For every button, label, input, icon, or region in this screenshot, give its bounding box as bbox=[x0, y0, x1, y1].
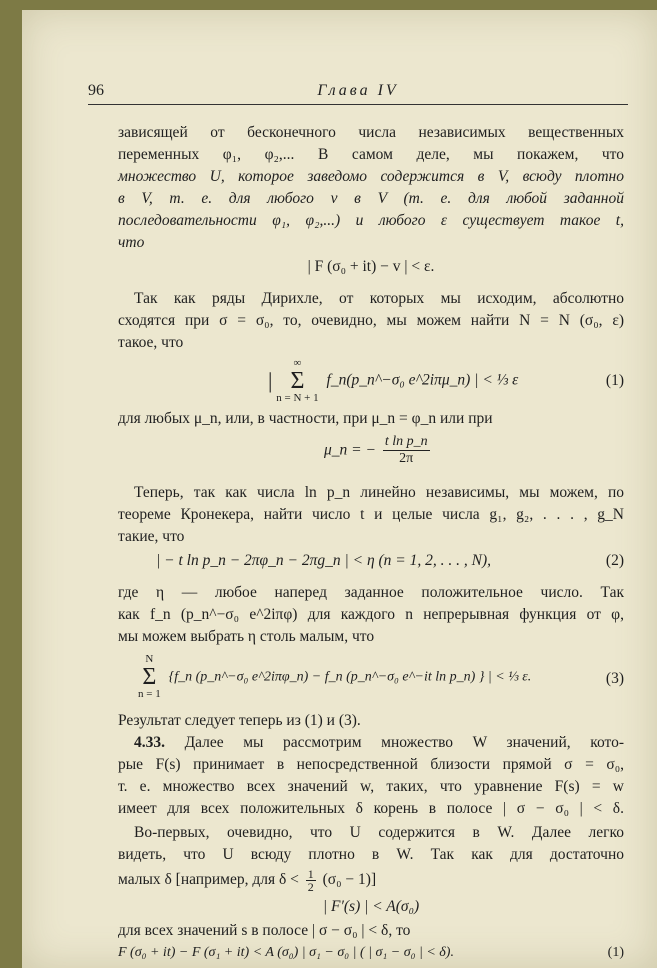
text-line bbox=[134, 732, 624, 754]
text-line: имеет для всех положительных δ корень в полосе | σ − σ₀ | < δ. bbox=[118, 800, 624, 817]
chapter-title: Глава IV bbox=[317, 82, 399, 99]
equation-number: (1) bbox=[605, 372, 624, 389]
text-line: что bbox=[118, 234, 145, 251]
text-line: переменных φ₁, φ₂,... В самом деле, мы покажем, что bbox=[118, 146, 624, 163]
section-text: Далее мы рассмотрим множество W значений, кото- bbox=[184, 734, 624, 751]
text-line: т. е. множество всех значений w, таких, что уравнение F(s) = w bbox=[118, 778, 624, 795]
text-line: для любых μ_n, или, в частности, при μ_n = φ_n или при bbox=[118, 410, 493, 427]
fraction-numerator: t ln p_n bbox=[384, 434, 428, 449]
fraction-denominator: 2π bbox=[399, 451, 414, 466]
fraction bbox=[383, 434, 430, 467]
sum-upper: N bbox=[145, 653, 154, 665]
text-line: такое, что bbox=[118, 334, 184, 351]
text-line: Теперь, так как числа ln p_n линейно независимы, мы можем, по bbox=[134, 484, 624, 501]
formula-3 bbox=[118, 654, 624, 704]
formula-body: | − t ln p_n − 2πφ_n − 2πg_n | < η (n = 1, 2, . . . , N), bbox=[156, 552, 492, 569]
text-line: мы можем выбрать η столь малым, что bbox=[118, 628, 375, 645]
formula-body: {f_n (p_n^−σ₀ e^2iπφ_n) − f_n (p_n^−σ₀ e^−it ln p_n) } | < ⅓ ε. bbox=[168, 669, 532, 685]
text-line: зависящей от бесконечного числа независимых вещественных bbox=[118, 124, 624, 141]
text-line: последовательности φ₁, φ₂,...) и любого ε существует такое t, bbox=[118, 212, 624, 229]
formula-lhs: μ_n = − bbox=[324, 441, 376, 459]
text-line: сходятся при σ = σ₀, то, очевидно, мы можем найти N = N (σ₀, ε) bbox=[118, 312, 624, 329]
book-page bbox=[22, 10, 657, 968]
formula: | F (σ₀ + it) − v | < ε. bbox=[307, 258, 435, 275]
text-fragment: малых δ [например, для δ < bbox=[118, 871, 299, 889]
text-line: Во-первых, очевидно, что U содержится в W. Далее легко bbox=[134, 824, 624, 841]
text-line: для всех значений s в полосе | σ − σ₀ | < δ, то bbox=[118, 922, 411, 939]
formula: | F′(s) | < A(σ₀) bbox=[322, 898, 420, 915]
sum-lower: n = 1 bbox=[138, 688, 161, 700]
text-line: видеть, что U всюду плотно в W. Так как для достаточно bbox=[118, 846, 624, 863]
sum-symbol: ∞ Σ n = N + 1 bbox=[276, 357, 319, 404]
text-line: рые F(s) принимает в непосредственной близости прямой σ = σ₀, bbox=[118, 756, 624, 773]
equation-number: (3) bbox=[605, 670, 624, 687]
equation-number: (2) bbox=[605, 552, 624, 569]
section-number: 4.33. bbox=[134, 734, 165, 751]
fraction bbox=[306, 868, 316, 893]
text-line: теореме Кронекера, найти число t и целые числа g₁, g₂, . . . , g_N bbox=[118, 506, 624, 523]
sum-lower: n = N + 1 bbox=[276, 392, 319, 404]
text-line: где η — любое наперед заданное положительное число. Так bbox=[118, 584, 624, 601]
text-line: Так как ряды Дирихле, от которых мы исходим, абсолютно bbox=[134, 290, 624, 307]
running-header bbox=[88, 82, 628, 105]
formula-1: | ∞ Σ n = N + 1 f_n(p_n^−σ₀ e^2iπμ_n) | < ⅓ ε (1) bbox=[268, 357, 624, 404]
equation-number: (1) bbox=[607, 945, 624, 960]
sum-upper: ∞ bbox=[293, 357, 302, 369]
text-line: множество U, которое заведомо содержится в V, всюду плотно bbox=[118, 168, 624, 185]
fraction-denominator: 2 bbox=[307, 880, 314, 894]
text-line: в V, т. е. для любого v в V (т. е. для любой заданной bbox=[118, 190, 624, 207]
fraction-numerator: 1 bbox=[307, 867, 314, 881]
text-fragment: (σ₀ − 1)] bbox=[322, 871, 377, 889]
text-line bbox=[118, 868, 624, 893]
sum-symbol: N Σ n = 1 bbox=[138, 653, 161, 700]
formula-body: f_n(p_n^−σ₀ e^2iπμ_n) | < ⅓ ε bbox=[326, 371, 519, 389]
text-line: такие, что bbox=[118, 528, 185, 545]
formula-mu bbox=[118, 434, 624, 474]
page-number: 96 bbox=[88, 82, 104, 99]
text-line: Результат следует теперь из (1) и (3). bbox=[118, 712, 361, 729]
formula-body: F (σ₀ + it) − F (σ₁ + it) < A (σ₀) | σ₁ − σ₀ | ( | σ₁ − σ₀ | < δ). bbox=[118, 945, 454, 960]
text-line: как f_n (p_n^−σ₀ e^2iπφ) для каждого n непрерывная функция от φ, bbox=[118, 606, 624, 623]
